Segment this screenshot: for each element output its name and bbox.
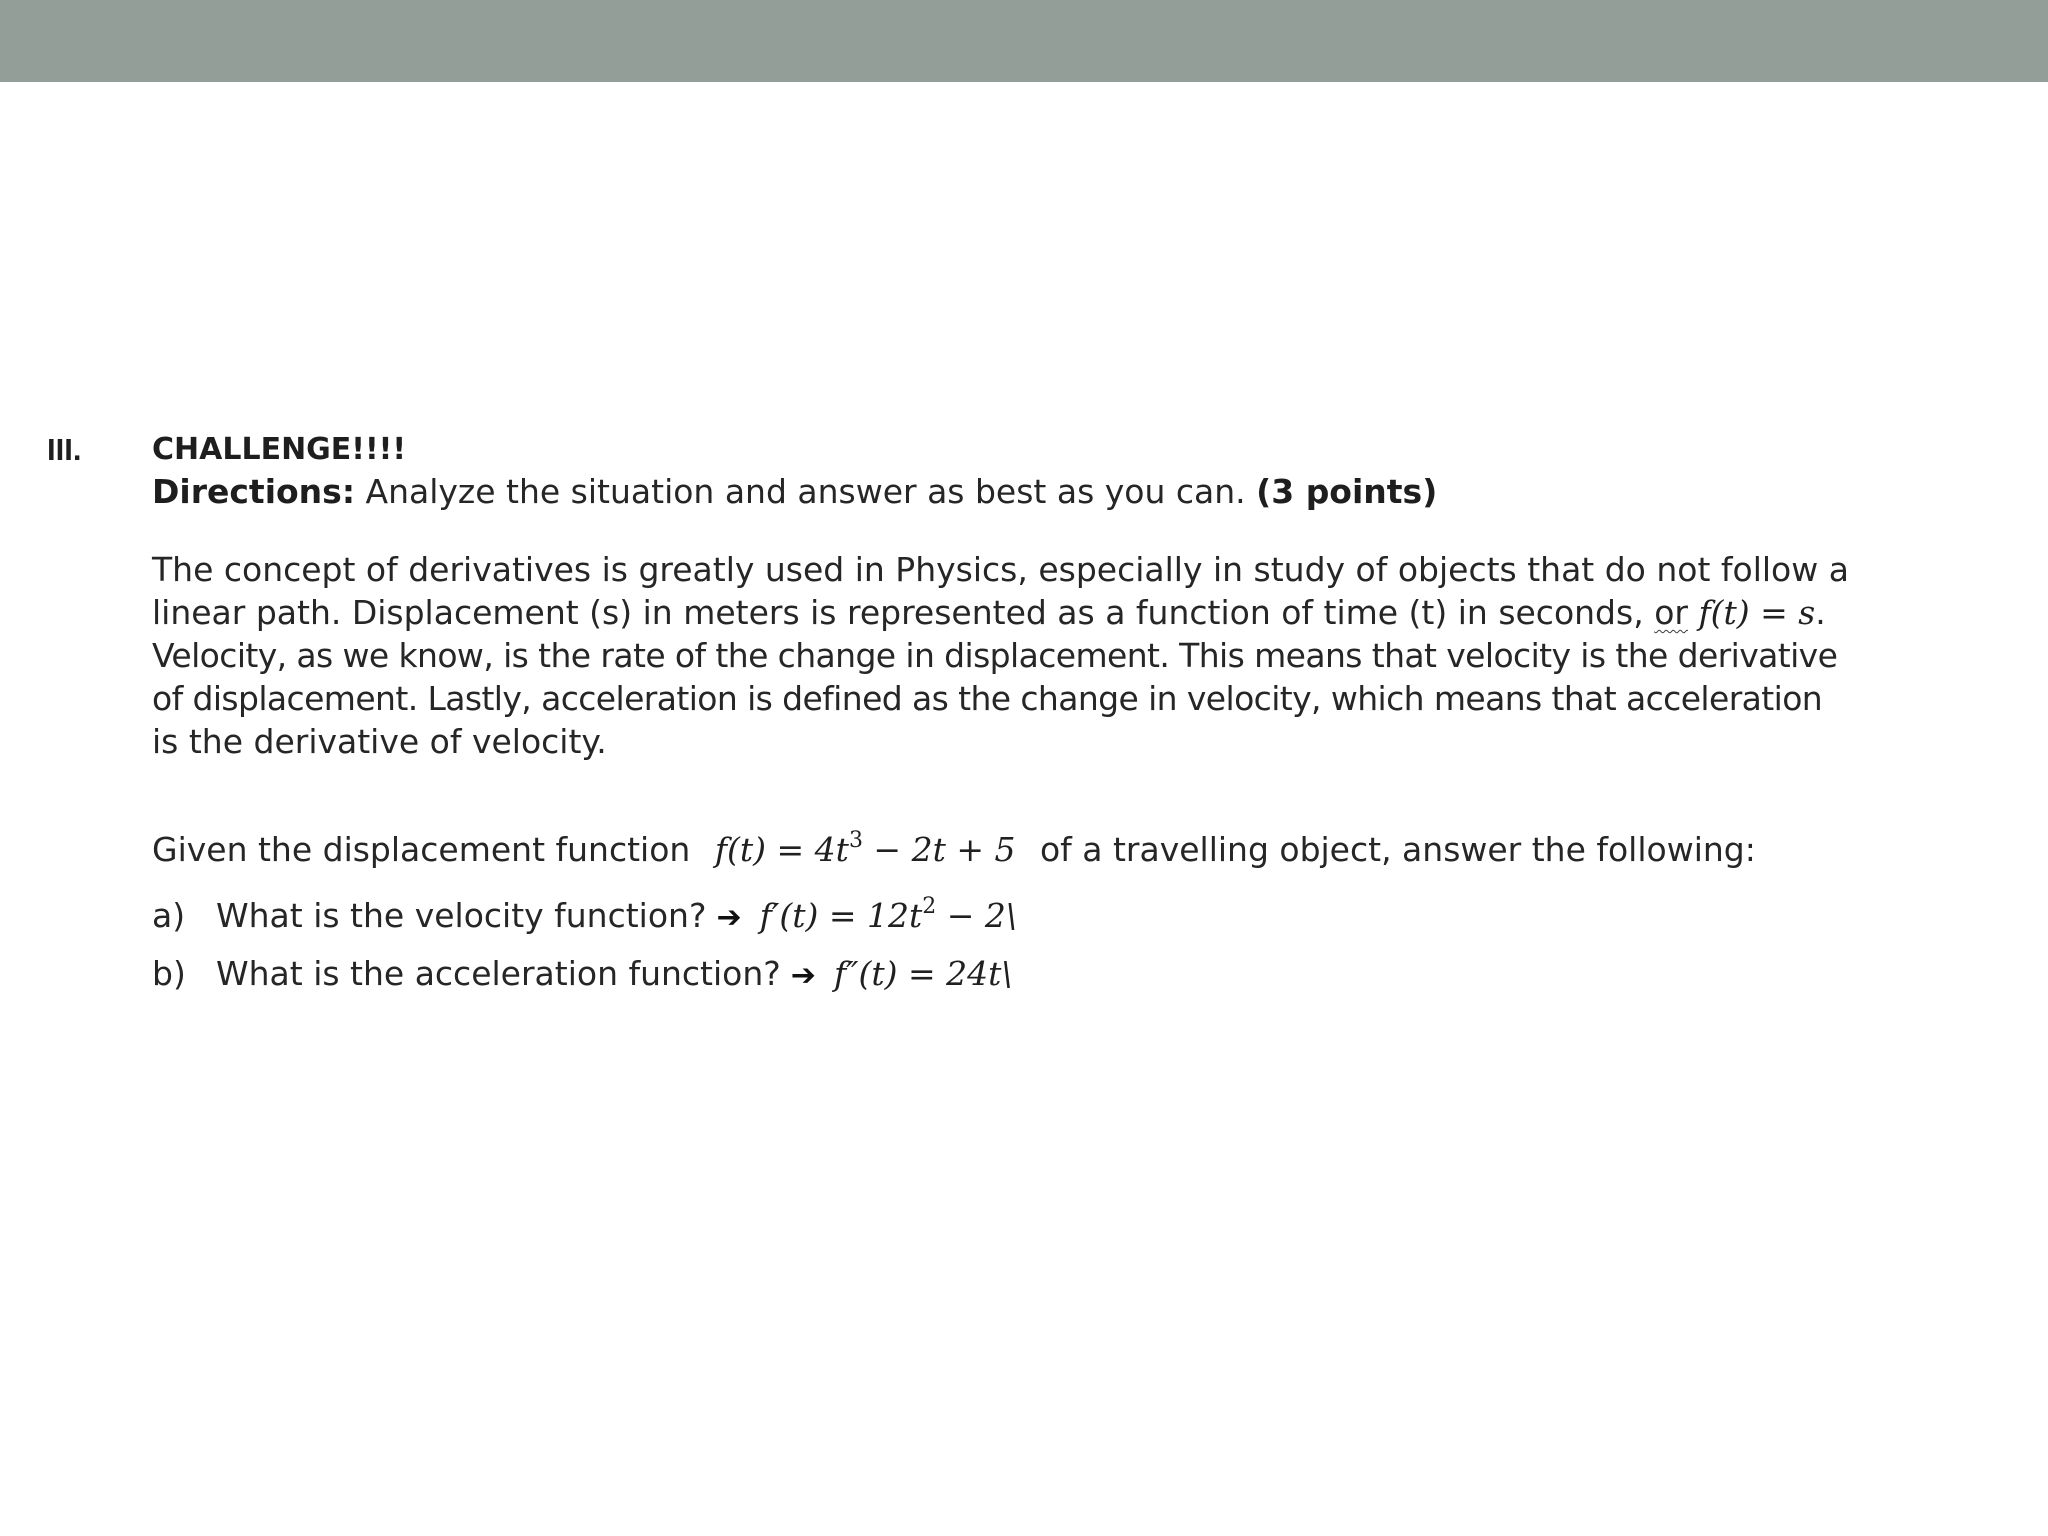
answer-lhs: f″(t) = 24t\ — [833, 954, 1013, 993]
question-text: What is the acceleration function? — [216, 954, 781, 993]
answer-lhs: f′(t) = 12t — [759, 896, 923, 935]
given-suffix: of a travelling object, answer the following: — [1039, 830, 1756, 869]
given-prefix: Given the displacement function — [152, 830, 691, 869]
paragraph-line-2-end: . — [1815, 593, 1826, 632]
section-numeral: III. — [47, 432, 82, 467]
answer-exponent: 2 — [922, 894, 937, 919]
answer-formula — [834, 954, 1013, 993]
spelling-flag-or: or — [1654, 593, 1688, 632]
answer-formula — [760, 896, 1017, 935]
arrow-right-icon: ➔ — [790, 958, 816, 993]
question-marker: b) — [152, 954, 186, 993]
displacement-function — [715, 830, 1016, 869]
paragraph-line-4: of displacement. Lastly, acceleration is defined as the change in velocity, which means that acceleration — [152, 679, 1823, 718]
paragraph-line-2-text: linear path. Displacement (s) in meters is represented as a function of time (t) in seconds, — [152, 593, 1644, 632]
directions — [152, 472, 1437, 511]
directions-text: Analyze the situation and answer as best as you can. — [365, 472, 1246, 511]
displacement-formula: f(t) = s — [1698, 593, 1816, 632]
section-heading: CHALLENGE!!!! — [152, 432, 407, 467]
paragraph-line-5: is the derivative of velocity. — [152, 722, 607, 761]
paragraph-line-1: The concept of derivatives is greatly used in Physics, especially in study of objects that do not follow a — [152, 550, 1849, 589]
directions-label: Directions: — [152, 472, 356, 511]
function-lhs: f(t) = 4t — [714, 830, 849, 869]
function-rhs: − 2t + 5 — [862, 830, 1016, 869]
points-label: (3 points) — [1256, 472, 1438, 511]
given-statement — [152, 830, 1756, 869]
answer-rhs: − 2\ — [936, 896, 1017, 935]
question-text: What is the velocity function? — [216, 896, 707, 935]
arrow-right-icon: ➔ — [716, 900, 742, 935]
function-exponent: 3 — [848, 828, 863, 853]
question-a — [152, 896, 1017, 935]
paragraph-line-2 — [152, 591, 1932, 634]
paragraph-line-3: Velocity, as we know, is the rate of the change in displacement. This means that velocity is the derivative — [152, 636, 1838, 675]
question-marker: a) — [152, 896, 186, 935]
question-b — [152, 954, 1013, 993]
intro-paragraph — [152, 548, 1932, 763]
